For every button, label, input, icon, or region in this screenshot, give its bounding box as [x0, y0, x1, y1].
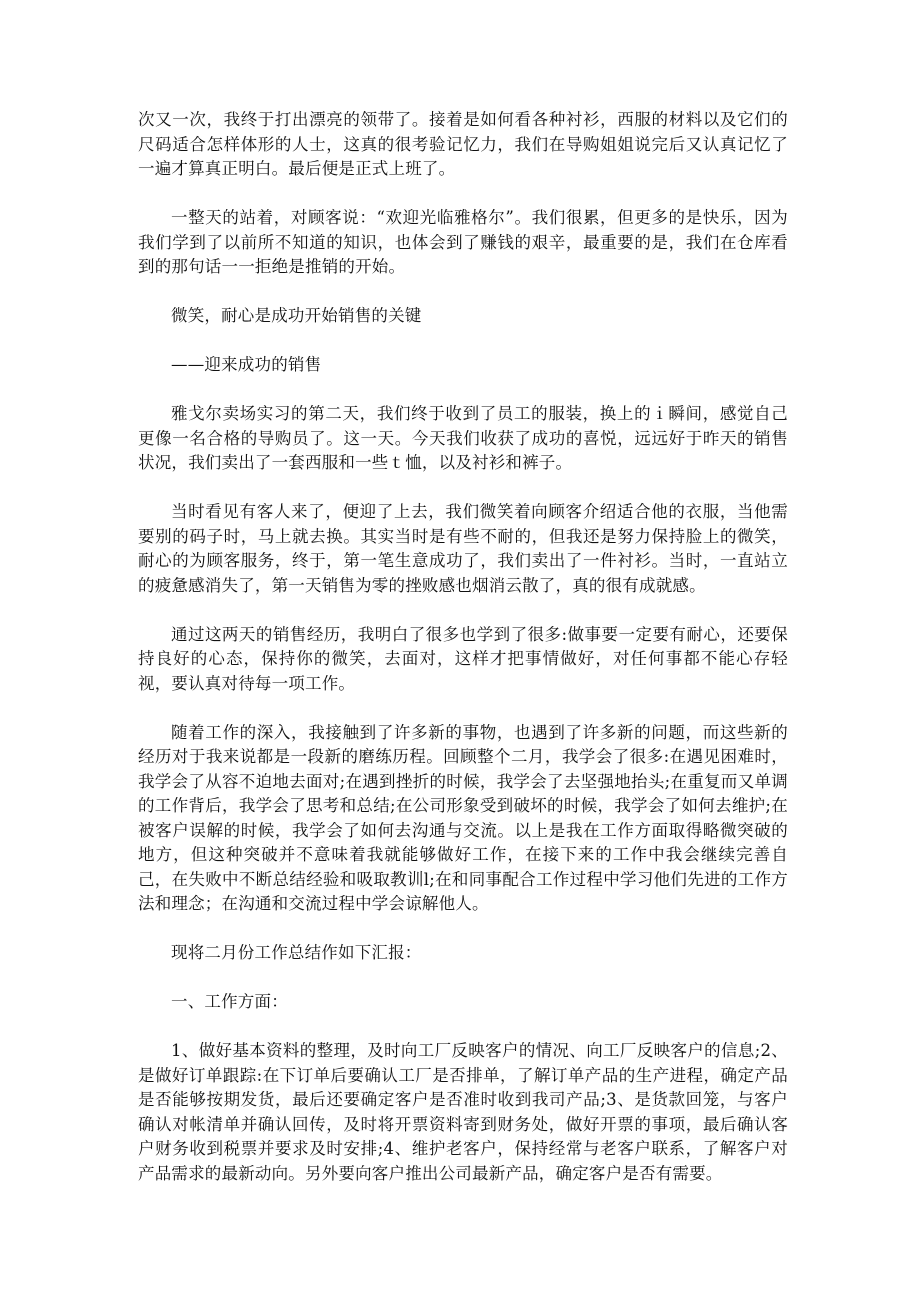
report-section-title: 一、工作方面：: [171, 992, 288, 1011]
paragraph-tie-and-shirts: 次又一次，我终于打出漂亮的领带了。接着是如何看各种衬衫，西服的材料以及它们的尺码适合怎样体形的人士，这真的很考验记忆力，我们在导购姐姐说完后又认真记忆了一遍才算真正明白。最后便是正式上班了。: [138, 110, 788, 178]
document-body: [138, 108, 788, 1211]
paragraph-first-sale: 当时看见有客人来了，便迎了上去，我们微笑着向顾客介绍适合他的衣服，当他需要别的码子时，马上就去换。其实当时是有些不耐的，但我还是努力保持脸上的微笑，耐心的为顾客服务，终于，第一笔生意成功了，我们卖出了一件衬衫。当时，一直站立的疲惫感消失了，第一天销售为零的挫败感也烟消云散了，真的很有成就感。: [138, 502, 788, 595]
paragraph-first-day: 一整天的站着，对顾客说：“欢迎光临雅格尔”。我们很累，但更多的是快乐，因为我们学到了以前所不知道的知识，也体会到了赚钱的艰辛，最重要的是，我们在仓库看到的那句话一一拒绝是推销的开始。: [138, 208, 788, 276]
paragraph-reflection: 随着工作的深入，我接触到了许多新的事物，也遇到了许多新的问题，而这些新的经历对于我来说都是一段新的磨练历程。回顾整个二月，我学会了很多:在遇见困难时，我学会了从容不迫地去面对;在遇到挫折的时候，我学会了去坚强地抬头;在重复而又单调的工作背后，我学会了思考和总结;在公司形象受到破坏的时候，我学会了如何去维护;在被客户误解的时候，我学会了如何去沟通与交流。以上是我在工作方面取得略微突破的地方，但这种突破并不意味着我就能够做好工作，在接下来的工作中我会继续完善自己，在失败中不断总结经验和吸取教训l;在和同事配合工作过程中学习他们先进的工作方法和理念；在沟通和交流过程中学会谅解他人。: [138, 722, 788, 913]
report-intro: 现将二月份工作总结作如下汇报：: [171, 943, 422, 962]
paragraph-lessons: 通过这两天的销售经历，我明白了很多也学到了很多:做事要一定要有耐心，还要保持良好的心态，保持你的微笑，去面对，这样才把事情做好，对任何事都不能心存轻视，要认真对待每一项工作。: [138, 624, 788, 693]
paragraph-second-day: 雅戈尔卖场实习的第二天，我们终于收到了员工的服装，换上的ｉ瞬间，感觉自己更像一名合格的导购员了。这一天。今天我们收获了成功的喜悦，远远好于昨天的销售状况，我们卖出了一套西服和一些ｔ恤，以及衬衫和裤子。: [138, 404, 788, 472]
section-subheading: ——迎来成功的销售: [171, 355, 322, 374]
report-work-items: 1、做好基本资料的整理，及时向工厂反映客户的情况、向工厂反映客户的信息;2、是做好订单跟踪:在下订单后要确认工厂是否排单，了解订单产品的生产进程，确定产品是否能够按期发货，最后还要确定客户是否准时收到我司产品;3、是货款回笼，与客户确认对帐清单并确认回传，及时将开票资料寄到财务处，做好开票的事项，最后确认客户财务收到税票并要求及时安排;4、维护老客户，保持经常与老客户联系，了解客户对产品需求的最新动向。另外要向客户推出公司最新产品，确定客户是否有需要。: [138, 1041, 788, 1183]
section-heading: 微笑，耐心是成功开始销售的关键: [171, 306, 422, 325]
